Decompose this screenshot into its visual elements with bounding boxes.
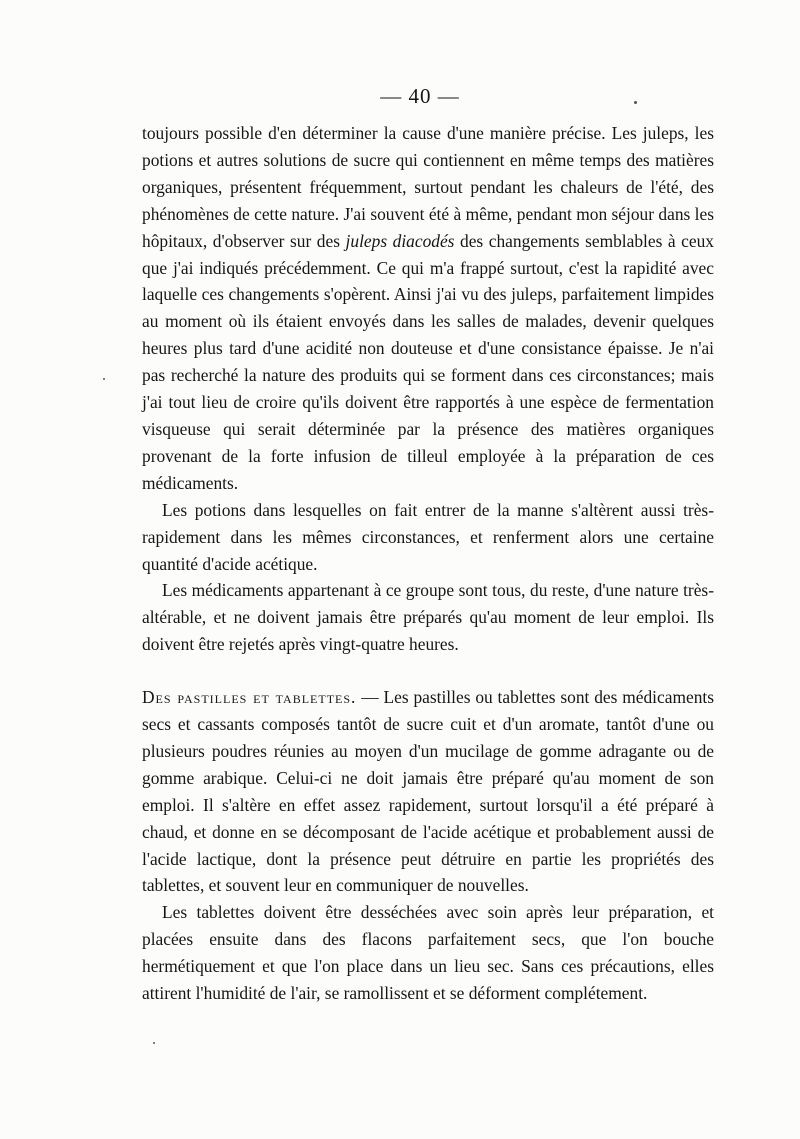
body-text xyxy=(142,120,714,1007)
paragraph-5 xyxy=(142,899,714,1007)
paragraph-4 xyxy=(142,684,714,899)
paper-speck xyxy=(103,378,105,380)
paragraph-4-text: — Les pastilles ou tablettes sont des médicaments secs et cassants composés tantôt de sucre cuit et d'un aromate, tantôt d'une ou plusieurs poudres réunies au moyen d'un mucilage de gomme adragante ou de gomme arabique. Celui-ci ne doit jamais être préparé qu'au moment de son emploi. Il s'altère en effet assez rapidement, surtout lorsqu'il a été préparé à chaud, et donne en se décomposant de l'acide acétique et probablement aussi de l'acide lactique, dont la présence peut détruire en partie les propriétés des tablettes, et souvent leur en communiquer de nouvelles. xyxy=(142,687,714,896)
paper-speck xyxy=(153,1042,155,1044)
paragraph-3-text: Les médicaments appartenant à ce groupe sont tous, du reste, d'une nature très-altérable, et ne doivent jamais être préparés qu'au moment de leur emploi. Ils doivent être rejetés après vingt-quatre heures. xyxy=(142,580,714,655)
section-heading: Des pastilles et tablettes. xyxy=(142,687,357,708)
paragraph-2 xyxy=(142,497,714,578)
paragraph-1 xyxy=(142,120,714,497)
section-spacer xyxy=(142,658,714,684)
page-number: — 40 — xyxy=(380,84,460,108)
paragraph-1-continued: des changements semblables à ceux que j'ai indiqués précédemment. Ce qui m'a frappé surtout, c'est la rapidité avec laquelle ces changements s'opèrent. Ainsi j'ai vu des juleps, parfaitement limpides au moment où ils étaient envoyés dans les salles de malades, devenir quelques heures plus tard d'une acidité non douteuse et d'une consistance épaisse. Je n'ai pas recherché la nature des produits qui se forment dans ces circonstances; mais j'ai tout lieu de croire qu'ils doivent être rapportés à une espèce de fermentation visqueuse qui serait déterminée par la présence des matières organiques provenant de la forte infusion de tilleul employée à la préparation de ces médicaments. xyxy=(142,230,714,493)
paragraph-2-text: Les potions dans lesquelles on fait entrer de la manne s'altèrent aussi très-rapidement dans les mêmes circonstances, et renferment alors une certaine quantité d'acide acétique. xyxy=(142,499,714,574)
paper-speck xyxy=(634,101,637,104)
paragraph-3 xyxy=(142,577,714,658)
paragraph-5-text: Les tablettes doivent être desséchées avec soin après leur préparation, et placées ensuite dans des flacons parfaitement secs, que l'on bouche hermétiquement et que l'on place dans un lieu sec. Sans ces précautions, elles attirent l'humidité de l'air, se ramollissent et se déforment complétement. xyxy=(142,902,714,1004)
paragraph-1-text: toujours possible d'en déterminer la cause d'une manière précise. Les juleps, les potions et autres solutions de sucre qui contiennent en même temps des matières organiques, présentent fréquemment, surtout pendant les chaleurs de l'été, des phénomènes de cette nature. J'ai souvent été à même, pendant mon séjour dans les hôpitaux, d'observer sur des xyxy=(142,123,714,251)
paragraph-1-italic-term: juleps diacodés xyxy=(345,230,455,251)
